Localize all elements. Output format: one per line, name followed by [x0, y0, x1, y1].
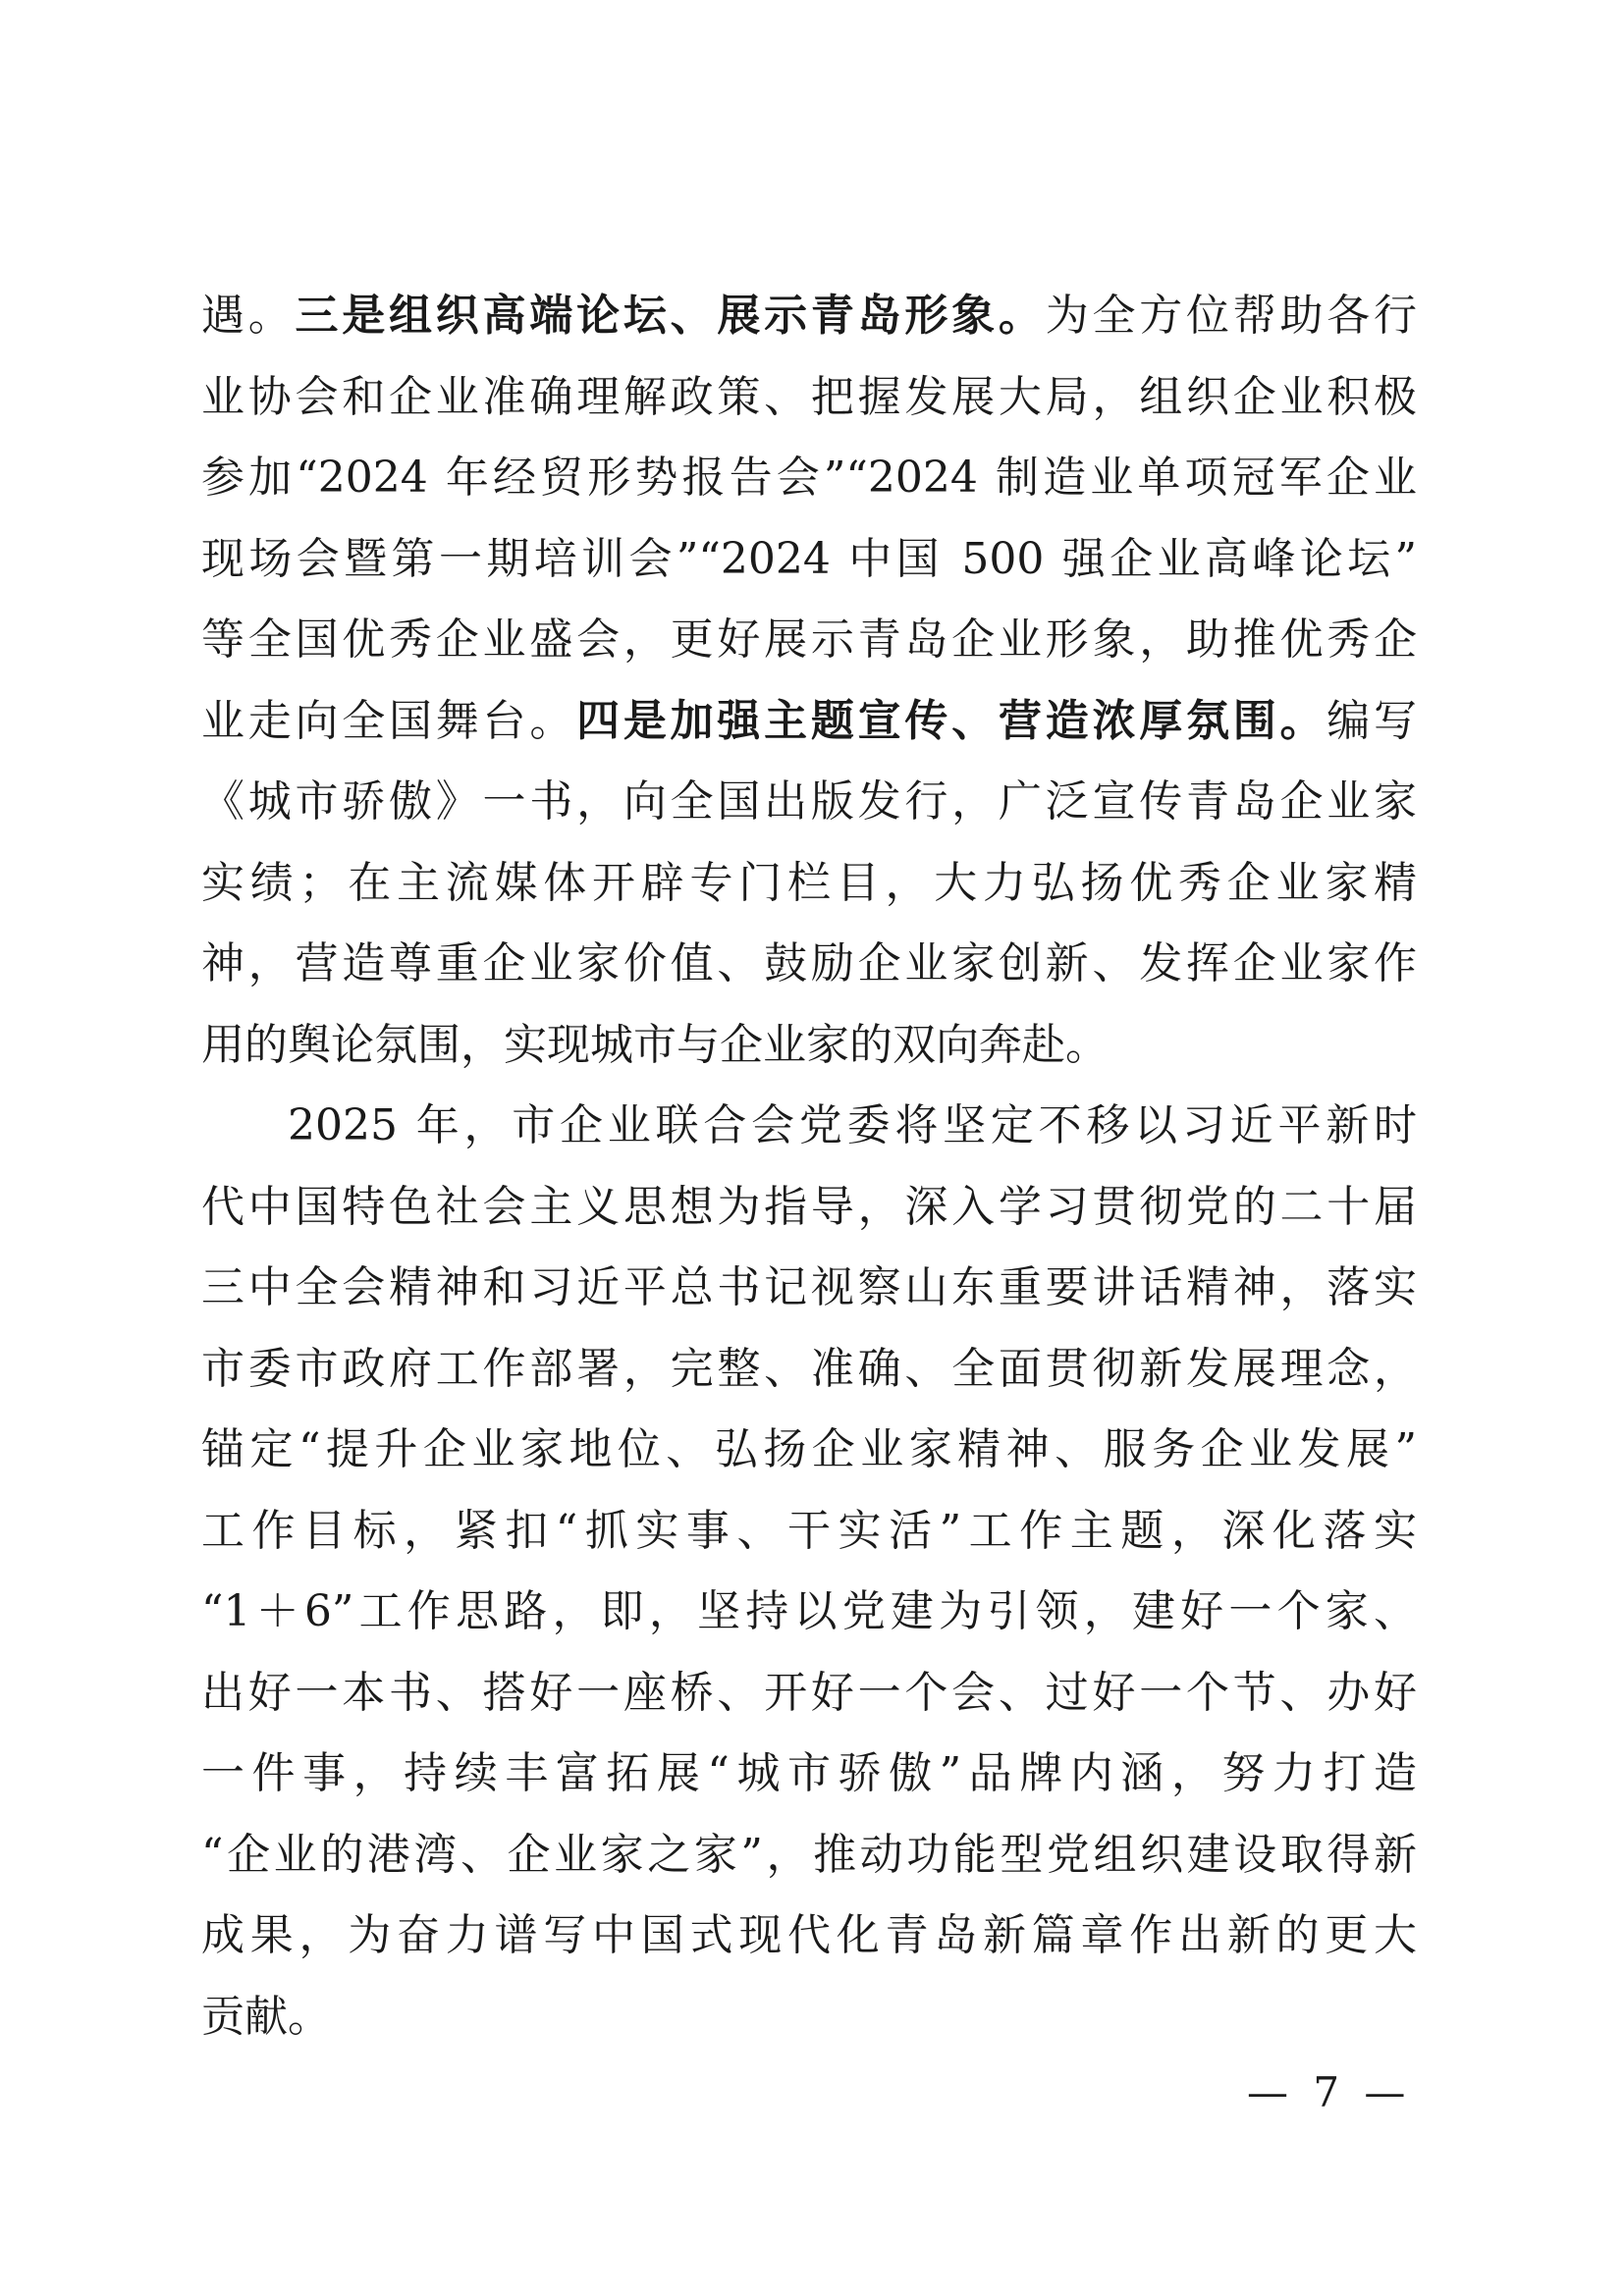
text-line [201, 1977, 1417, 2058]
body-text: 市委市政府工作部署，完整、准确、全面贯彻新发展理念， [201, 1343, 1417, 1394]
text-block [201, 276, 1417, 2057]
body-text: “1＋6”工作思路，即，坚持以党建为引领，建好一个家、 [201, 1586, 1417, 1636]
text-line [201, 1248, 1417, 1329]
text-line [201, 762, 1417, 843]
text-line [201, 1653, 1417, 1735]
text-line [201, 1734, 1417, 1815]
body-text: 遇。 [201, 291, 296, 341]
text-line [201, 1086, 1417, 1167]
text-line [201, 1815, 1417, 1896]
text-line [201, 681, 1417, 763]
text-line [201, 1410, 1417, 1491]
body-text: 业走向全国舞台。 [201, 695, 577, 746]
body-text: 神，营造尊重企业家价值、鼓励企业家创新、发挥企业家作 [201, 938, 1417, 988]
text-line [201, 924, 1417, 1005]
text-line [201, 1329, 1417, 1411]
text-line [201, 1167, 1417, 1249]
body-text: 现场会暨第一期培训会”“2024 中国 500 强企业高峰论坛” [201, 533, 1417, 584]
body-text: 代中国特色社会主义思想为指导，深入学习贯彻党的二十届 [201, 1181, 1417, 1232]
body-text: 成果，为奋力谱写中国式现代化青岛新篇章作出新的更大 [201, 1910, 1417, 1960]
body-text: 为全方位帮助各行 [1045, 291, 1418, 341]
body-text: 业协会和企业准确理解政策、把握发展大局，组织企业积极 [201, 371, 1417, 422]
emphasis-text: 四是加强主题宣传、营造浓厚氛围。 [576, 695, 1327, 746]
text-line [201, 1491, 1417, 1573]
body-text: 2025 年，市企业联合会党委将坚定不移以习近平新时 [288, 1100, 1417, 1150]
body-text: 三中全会精神和习近平总书记视察山东重要讲话精神，落实 [201, 1262, 1417, 1312]
text-line [201, 1005, 1417, 1087]
body-text: 出好一本书、搭好一座桥、开好一个会、过好一个节、办好 [201, 1667, 1417, 1718]
text-line [201, 843, 1417, 925]
text-line [201, 276, 1417, 357]
body-text: 《城市骄傲》一书，向全国出版发行，广泛宣传青岛企业家 [201, 776, 1417, 827]
text-line [201, 519, 1417, 601]
body-text: 实绩；在主流媒体开辟专门栏目，大力弘扬优秀企业家精 [201, 857, 1417, 908]
body-text: 编写 [1326, 695, 1418, 746]
body-text: “企业的港湾、企业家之家”，推动功能型党组织建设取得新 [201, 1829, 1417, 1880]
body-text: 锚定“提升企业家地位、弘扬企业家精神、服务企业发展” [201, 1424, 1417, 1474]
page-number: — 7 — [1247, 2068, 1412, 2116]
body-text: 工作目标，紧扣“抓实事、干实活”工作主题，深化落实 [201, 1505, 1417, 1556]
body-text: 一件事，持续丰富拓展“城市骄傲”品牌内涵，努力打造 [201, 1748, 1417, 1798]
emphasis-text: 三是组织高端论坛、展示青岛形象。 [295, 291, 1046, 341]
body-text: 参加“2024 年经贸形势报告会”“2024 制造业单项冠军企业 [201, 453, 1417, 503]
text-line [201, 438, 1417, 519]
body-text: 贡献。 [201, 1991, 331, 2042]
text-line [201, 1572, 1417, 1653]
text-line [201, 357, 1417, 439]
body-text: 等全国优秀企业盛会，更好展示青岛企业形象，助推优秀企 [201, 614, 1417, 665]
body-text: 用的舆论氛围，实现城市与企业家的双向奔赴。 [201, 1019, 1109, 1070]
text-line [201, 1896, 1417, 1977]
text-line [201, 600, 1417, 681]
